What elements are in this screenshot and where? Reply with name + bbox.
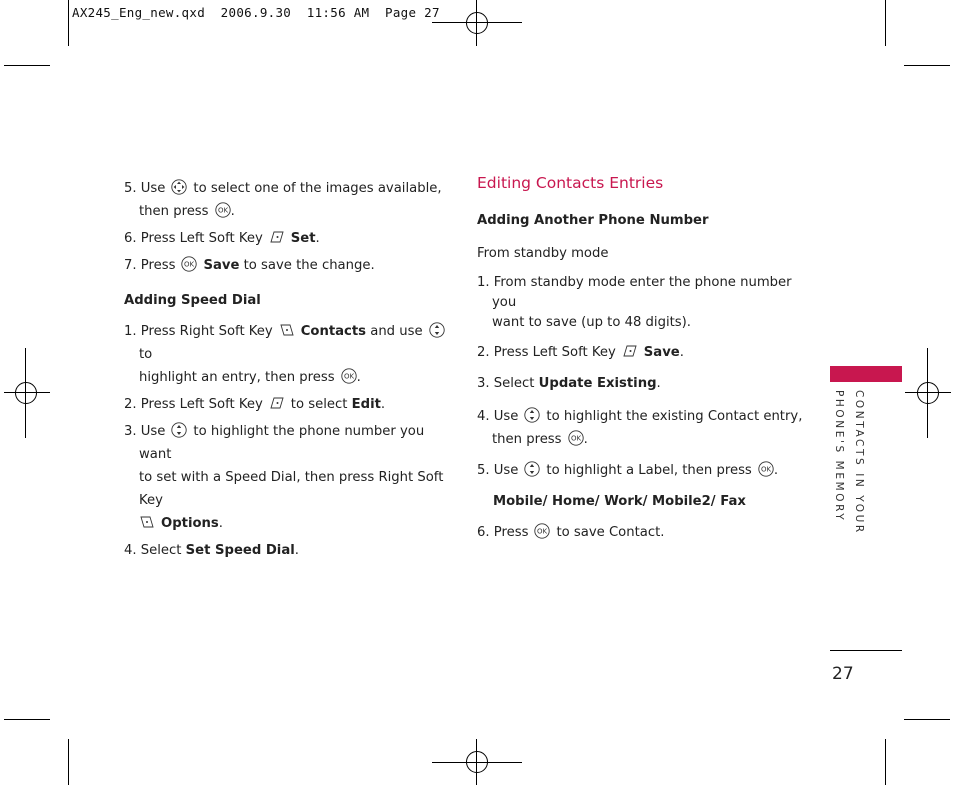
section-title: Editing Contacts Entries (477, 174, 664, 192)
edit-step-1: 1. From standby mode enter the phone number you want to save (up to 48 digits). (477, 275, 792, 330)
ok-key-icon (568, 430, 584, 446)
step-7: 7. Press OK Save to save the change. (124, 258, 375, 273)
speed-dial-step-3: 3. Use to highlight the phone number you want to set with a Speed Dial, then press Right Soft Key Options. (124, 424, 444, 531)
svg-text:OK: OK (570, 434, 581, 443)
left-soft-key-icon (622, 344, 638, 358)
ok-key-icon (215, 202, 231, 218)
speed-dial-step-2: 2. Press Left Soft Key to select Edit. (124, 397, 386, 412)
svg-text:OK: OK (343, 372, 354, 381)
up-down-key-icon (524, 407, 540, 423)
page-number-rule (830, 650, 902, 651)
nav-key-icon (171, 179, 187, 195)
svg-text:OK: OK (184, 260, 195, 269)
crop-mark (68, 0, 69, 46)
edit-step-2: 2. Press Left Soft Key Save. (477, 345, 684, 360)
label-options: Mobile/ Home/ Work/ Mobile2/ Fax (493, 494, 746, 509)
page-number: 27 (832, 664, 854, 684)
right-soft-key-icon (279, 323, 295, 337)
step-5: 5. Use to select one of the images available, then press OK . (124, 181, 442, 219)
right-column (477, 172, 807, 548)
print-slug: AX245_Eng_new.qxd 2006.9.30 11:56 AM Page 27 (72, 5, 440, 20)
edit-step-3: 3. Select Update Existing. (477, 376, 661, 391)
crop-mark (4, 719, 50, 720)
left-soft-key-icon (269, 396, 285, 410)
svg-text:OK: OK (537, 527, 548, 536)
crop-mark (4, 65, 50, 66)
crop-mark (68, 739, 69, 785)
right-soft-key-icon (139, 515, 155, 529)
svg-text:OK: OK (217, 206, 228, 215)
ok-key-icon (341, 368, 357, 384)
chapter-tab (830, 366, 902, 382)
section-heading: Adding Speed Dial (124, 293, 261, 308)
chapter-side-label: CONTACTS IN YOUR PHONE'S MEMORY (833, 390, 865, 535)
crop-mark (885, 0, 886, 46)
up-down-key-icon (524, 461, 540, 477)
crop-mark (904, 719, 950, 720)
ok-key-icon (534, 523, 550, 539)
edit-step-6: 6. Press OK to save Contact. (477, 525, 665, 540)
ok-key-icon (181, 256, 197, 272)
step-6: 6. Press Left Soft Key Set. (124, 231, 320, 246)
left-column (124, 177, 454, 566)
up-down-key-icon (429, 322, 445, 338)
ok-key-icon (758, 461, 774, 477)
edit-step-5: 5. Use to highlight a Label, then press OK . (477, 463, 779, 478)
subheading: From standby mode (477, 246, 609, 261)
left-soft-key-icon (269, 230, 285, 244)
up-down-key-icon (171, 422, 187, 438)
crop-mark (885, 739, 886, 785)
speed-dial-step-1: 1. Press Right Soft Key Contacts and use to highlight an entry, then press OK . (124, 320, 454, 389)
speed-dial-step-4: 4. Select Set Speed Dial. (124, 543, 299, 558)
section-heading: Adding Another Phone Number (477, 213, 709, 228)
edit-step-4: 4. Use to highlight the existing Contact entry, then press OK . (477, 409, 803, 447)
crop-mark (904, 65, 950, 66)
svg-text:OK: OK (760, 465, 771, 474)
